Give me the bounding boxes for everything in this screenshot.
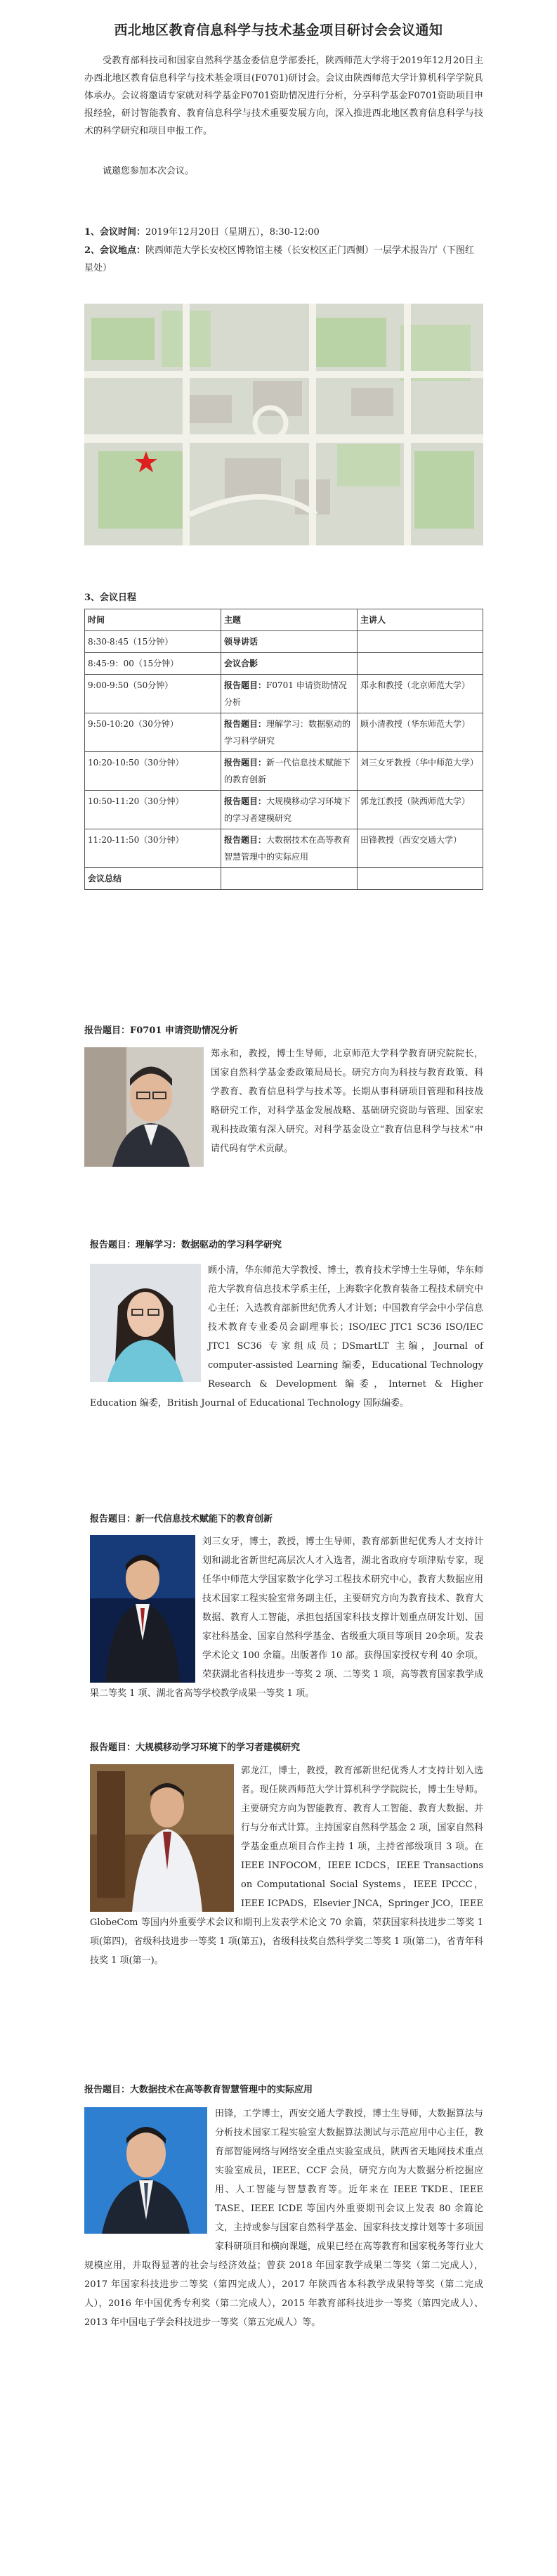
row-topic: 领导讲话 — [221, 631, 358, 653]
row-topic — [221, 868, 358, 890]
meeting-time — [84, 224, 483, 241]
row-time: 9:50-10:20（30分钟） — [85, 713, 221, 752]
table-row — [85, 631, 483, 653]
speaker-2-heading: 报告题目：理解学习：数据驱动的学习科学研究 — [90, 1240, 282, 1250]
speaker-3-bio: 刘三女牙，博士，教授，博士生导师，教育部新世纪优秀人才支持计划和湖北省新世纪高层次人才入选者，湖北省政府专项津贴专家，现任华中师范大学国家数字化学习工程技术研究中心，教育大数据应用技术国家工程实验室常务副主任，主要研究方向为教育技术、教育大数据、教育人工智能，承担包括国家科技支撑计划重点研发计划、国家社科基金、国家自然科学基金、省级重大项目等项目 20余项。发表学术论文 100 余篇。出版著作 10 部。获得国家授权专利 40 余项。荣获湖北省科技进步一等奖 2 项、二等奖 1 项，高等教育国家教学成果二等奖 1 项、湖北省高等学校教学成果一等奖 1 项。 — [90, 1536, 483, 1699]
meeting-place-label: 2、会议地点： — [84, 245, 146, 256]
intro-paragraph: 受教育部科技司和国家自然科学基金委信息学部委托，陕西师范大学将于2019年12月20日主办西北地区教育信息科学与技术基金项目(F0701)研讨会。会议由陕西师范大学计算机科学学院具体承办。会议将邀请专家就对科学基金F0701资助情况进行分析，分享科学基金F0701资助项目申报经验，研讨智能教育、教育信息科学与技术重要发展方向，深入推进西北地区教育信息科学与技术的科学研究和项目申报工作。 — [84, 56, 483, 136]
row-topic: 报告题目：F0701 申请资助情况分析 — [221, 675, 358, 713]
row-topic: 报告题目：大数据技术在高等教育智慧管理中的实际应用 — [221, 829, 358, 868]
speaker-1-heading: 报告题目：F0701 申请资助情况分析 — [84, 1025, 238, 1036]
page-title: 西北地区教育信息科学与技术基金项目研讨会会议通知 — [114, 22, 443, 38]
schedule-heading: 3、会议日程 — [84, 593, 137, 603]
table-row — [85, 791, 483, 829]
table-row — [85, 829, 483, 868]
row-time: 10:20-10:50（30分钟） — [85, 752, 221, 791]
meeting-place-value: 陕西师范大学长安校区博物馆主楼（长安校区正门西侧）一层学术报告厅（下图红星处） — [84, 245, 475, 273]
meeting-time-value: 2019年12月20日（星期五），8:30-12:00 — [145, 227, 320, 238]
row-time: 11:20-11:50（30分钟） — [85, 829, 221, 868]
speaker-4-bio: 郭龙江，博士，教授，教育部新世纪优秀人才支持计划入选者。现任陕西师范大学计算机科学学院院长，博士生导师。主要研究方向为智能教育、教育人工智能、教育大数据、并行与分布式计算。主持国家自然科学基金 2 项，国家自然科学基金重点项目合作主持 1 项，主持省部级项目 3 项。在 IEEE INFOCOM，IEEE ICDCS，IEEE Transactions on Computational Social Systems，IEEE IPCCC，IEEE ICPADS，Elsevier JNCA，Springer JCO，IEEE GlobeCom 等国内外重要学术会议和期刊上发表学术论文 70 余篇，荣获国家科技进步二等奖 1 项(第四)，省级科技进步一等奖 1 项(第五)，省级科技奖自然科学奖二等奖 1 项(第二)，省青年科技奖 1 项(第一)。 — [90, 1766, 483, 1966]
row-time: 9:00-9:50（50分钟） — [85, 675, 221, 713]
row-topic: 报告题目：理解学习：数据驱动的学习科学研究 — [221, 713, 358, 752]
row-time: 8:30-8:45（15分钟） — [85, 631, 221, 653]
row-time: 10:50-11:20（30分钟） — [85, 791, 221, 829]
row-speaker — [358, 653, 483, 675]
row-speaker: 郭龙江教授（陕西师范大学） — [358, 791, 483, 829]
row-topic: 报告题目：大规模移动学习环境下的学习者建模研究 — [221, 791, 358, 829]
row-speaker: 郑永和教授（北京师范大学） — [358, 675, 483, 713]
meeting-time-label: 1、会议时间： — [84, 227, 146, 238]
table-row — [85, 868, 483, 890]
table-row — [85, 675, 483, 713]
schedule-table — [84, 609, 483, 890]
row-speaker — [358, 631, 483, 653]
col-time: 时间 — [85, 609, 221, 631]
row-speaker: 顾小清教授（华东师范大学） — [358, 713, 483, 752]
speaker-2-bio: 顾小清，华东师范大学教授、博士，教育技术学博士生导师，华东师范大学教育信息技术学系主任，上海数字化教育装备工程技术研究中心主任；入选教育部新世纪优秀人才计划；中国教育学会中小学信息技术教育专业委员会副理事长；ISO/IEC JTC1 SC36 ISO/IEC JTC1 SC36 专家组成员；DSmartLT 主编，Journal of computer-assisted Learning 编委，Educational Technology Research & Development 编委，Internet & Higher Education 编委，British Journal of Educational Technology 国际编委。 — [90, 1265, 483, 1409]
table-row — [85, 713, 483, 752]
col-speaker: 主讲人 — [358, 609, 483, 631]
row-speaker: 田锋教授（西安交通大学） — [358, 829, 483, 868]
speaker-3-heading: 报告题目：新一代信息技术赋能下的教育创新 — [90, 1514, 273, 1525]
row-topic: 报告题目：新一代信息技术赋能下的教育创新 — [221, 752, 358, 791]
invitation-line: 诚邀您参加本次会议。 — [103, 166, 195, 176]
speaker-5-bio: 田锋，工学博士，西安交通大学教授，博士生导师，大数据算法与分析技术国家工程实验室大数据算法测试与示范应用中心主任，教育部智能网络与网络安全重点实验室成员，陕西省天地网技术重点实验室成员，IEEE、CCF 会员，研究方向为大数据分析挖掘应用、人工智能与智慧教育等。近年来在 IEEE TKDE、IEEE TASE、IEEE ICDE 等国内外重要期刊会议上发表 80 余篇论文，主持或参与国家自然科学基金、国家科技支撑计划等十多项国家科研项目和横向课题，成果已经在高等教育和国家税务等行业大规模应用，并取得显著的社会与经济效益；曾获 2018 年国家教学成果二等奖（第二完成人），2017 年国家科技进步二等奖（第四完成人），2017 年陕西省本科教学成果特等奖（第二完成人），2016 年中国优秀专利奖（第二完成人），2015 年教育部科技进步一等奖（第四完成人）、2013 年中国电子学会科技进步一等奖（第五完成人）等。 — [84, 2109, 483, 2328]
row-summary: 会议总结 — [85, 868, 221, 890]
col-topic: 主题 — [221, 609, 358, 631]
row-time: 8:45-9：00（15分钟） — [85, 653, 221, 675]
schedule-header-row — [85, 609, 483, 631]
campus-map — [84, 304, 483, 545]
speaker-1-bio: 郑永和，教授，博士生导师，北京师范大学科学教育研究院院长，国家自然科学基金委政策局局长。研究方向为科技与教育政策、科学教育、教育信息科学与技术等。长期从事科研项目管理和科技战略研究工作，对科学基金发展战略、基础研究资助与管理、国家宏观科技政策有深入研究。对科学基金设立“教育信息科学与技术”申请代码有学术贡献。 — [211, 1049, 483, 1154]
row-topic: 会议合影 — [221, 653, 358, 675]
meeting-place — [84, 242, 483, 277]
row-speaker: 刘三女牙教授（华中师范大学） — [358, 752, 483, 791]
table-row — [85, 653, 483, 675]
speaker-4-heading: 报告题目：大规模移动学习环境下的学习者建模研究 — [90, 1742, 301, 1753]
speaker-5-heading: 报告题目：大数据技术在高等教育智慧管理中的实际应用 — [84, 2085, 313, 2095]
table-row — [85, 752, 483, 791]
row-speaker — [358, 868, 483, 890]
campus-map-drawing — [84, 304, 483, 545]
